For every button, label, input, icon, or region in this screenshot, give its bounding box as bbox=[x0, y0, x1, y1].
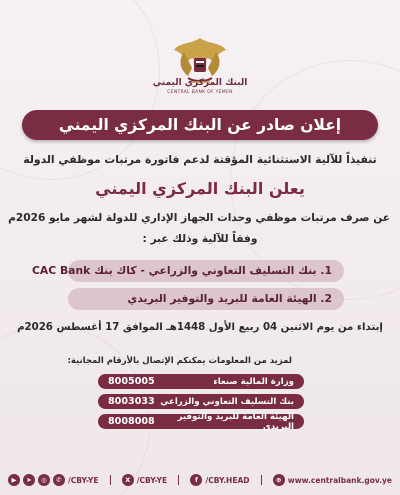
bank-name-english: CENTRAL BANK OF YEMEN bbox=[167, 90, 233, 95]
footer-x-group bbox=[122, 474, 167, 486]
footer-facebook-group bbox=[190, 474, 249, 486]
youtube-icon[interactable]: ▶ bbox=[8, 474, 20, 486]
contact-number[interactable]: 8003033 bbox=[108, 396, 155, 407]
website-link[interactable]: www.centralbank.gov.ye bbox=[287, 475, 392, 485]
intro-text: تنفيذاً للآلية الاستثنائية المؤقتة لدعم فاتورة مرتبات موظفي الدولة bbox=[23, 153, 377, 166]
announce-heading: يعلن البنك المركزي اليمني bbox=[95, 179, 305, 198]
x-handle[interactable]: /CBY-YE bbox=[136, 475, 168, 485]
x-twitter-icon[interactable]: X bbox=[122, 474, 134, 486]
channel-item: 1. بنك التسليف التعاوني والزراعي - كاك بنك CAC Bank bbox=[68, 260, 344, 282]
channel-item: 2. الهيئة العامة للبريد والتوفير البريدي bbox=[68, 288, 344, 310]
contact-intro: لمزيد من المعلومات يمكنكم الإتصال بالأرقام المجانية: bbox=[67, 356, 292, 366]
bank-name-arabic: البنك المركزي اليمني bbox=[152, 78, 248, 88]
banner-title: إعلان صادر عن البنك المركزي اليمني bbox=[58, 116, 342, 134]
start-date-text: إبتداء من يوم الاثنين 04 ربيع الأول 1448هـ الموافق 17 أغسطس 2026م bbox=[17, 322, 383, 333]
social-handle[interactable]: /CBY-YE bbox=[68, 475, 99, 485]
footer-website-group bbox=[273, 474, 392, 486]
footer-divider bbox=[178, 475, 179, 485]
footer-social-group bbox=[8, 474, 98, 486]
contact-row bbox=[98, 394, 304, 409]
contact-name: بنك التسليف التعاوني والزراعي bbox=[160, 396, 294, 407]
footer-divider bbox=[261, 475, 262, 485]
contact-name: الهيئة العامة للبريد والتوفير البريدي bbox=[177, 411, 294, 432]
facebook-icon[interactable]: f bbox=[190, 474, 202, 486]
globe-icon[interactable]: ⊕ bbox=[273, 474, 285, 486]
contact-row bbox=[98, 411, 304, 432]
description-line-2: وفقاً للآلية وذلك عبر : bbox=[142, 233, 258, 245]
instagram-icon[interactable]: ◎ bbox=[38, 474, 50, 486]
footer-divider bbox=[110, 475, 111, 485]
contact-row bbox=[98, 374, 304, 389]
telegram-icon[interactable]: ➤ bbox=[23, 474, 35, 486]
contact-number[interactable]: 8008008 bbox=[108, 416, 155, 427]
footer bbox=[0, 465, 400, 495]
contact-number[interactable]: 8005005 bbox=[108, 376, 155, 387]
contact-name: وزارة المالية صنعاء bbox=[213, 376, 294, 387]
whatsapp-icon[interactable]: ✆ bbox=[53, 474, 65, 486]
facebook-handle[interactable]: /CBY.HEAD bbox=[205, 475, 250, 485]
title-banner bbox=[22, 110, 378, 140]
description-line-1: عن صرف مرتبات موظفي وحدات الجهاز الإداري للدولة لشهر مايو 2026م bbox=[8, 212, 390, 224]
